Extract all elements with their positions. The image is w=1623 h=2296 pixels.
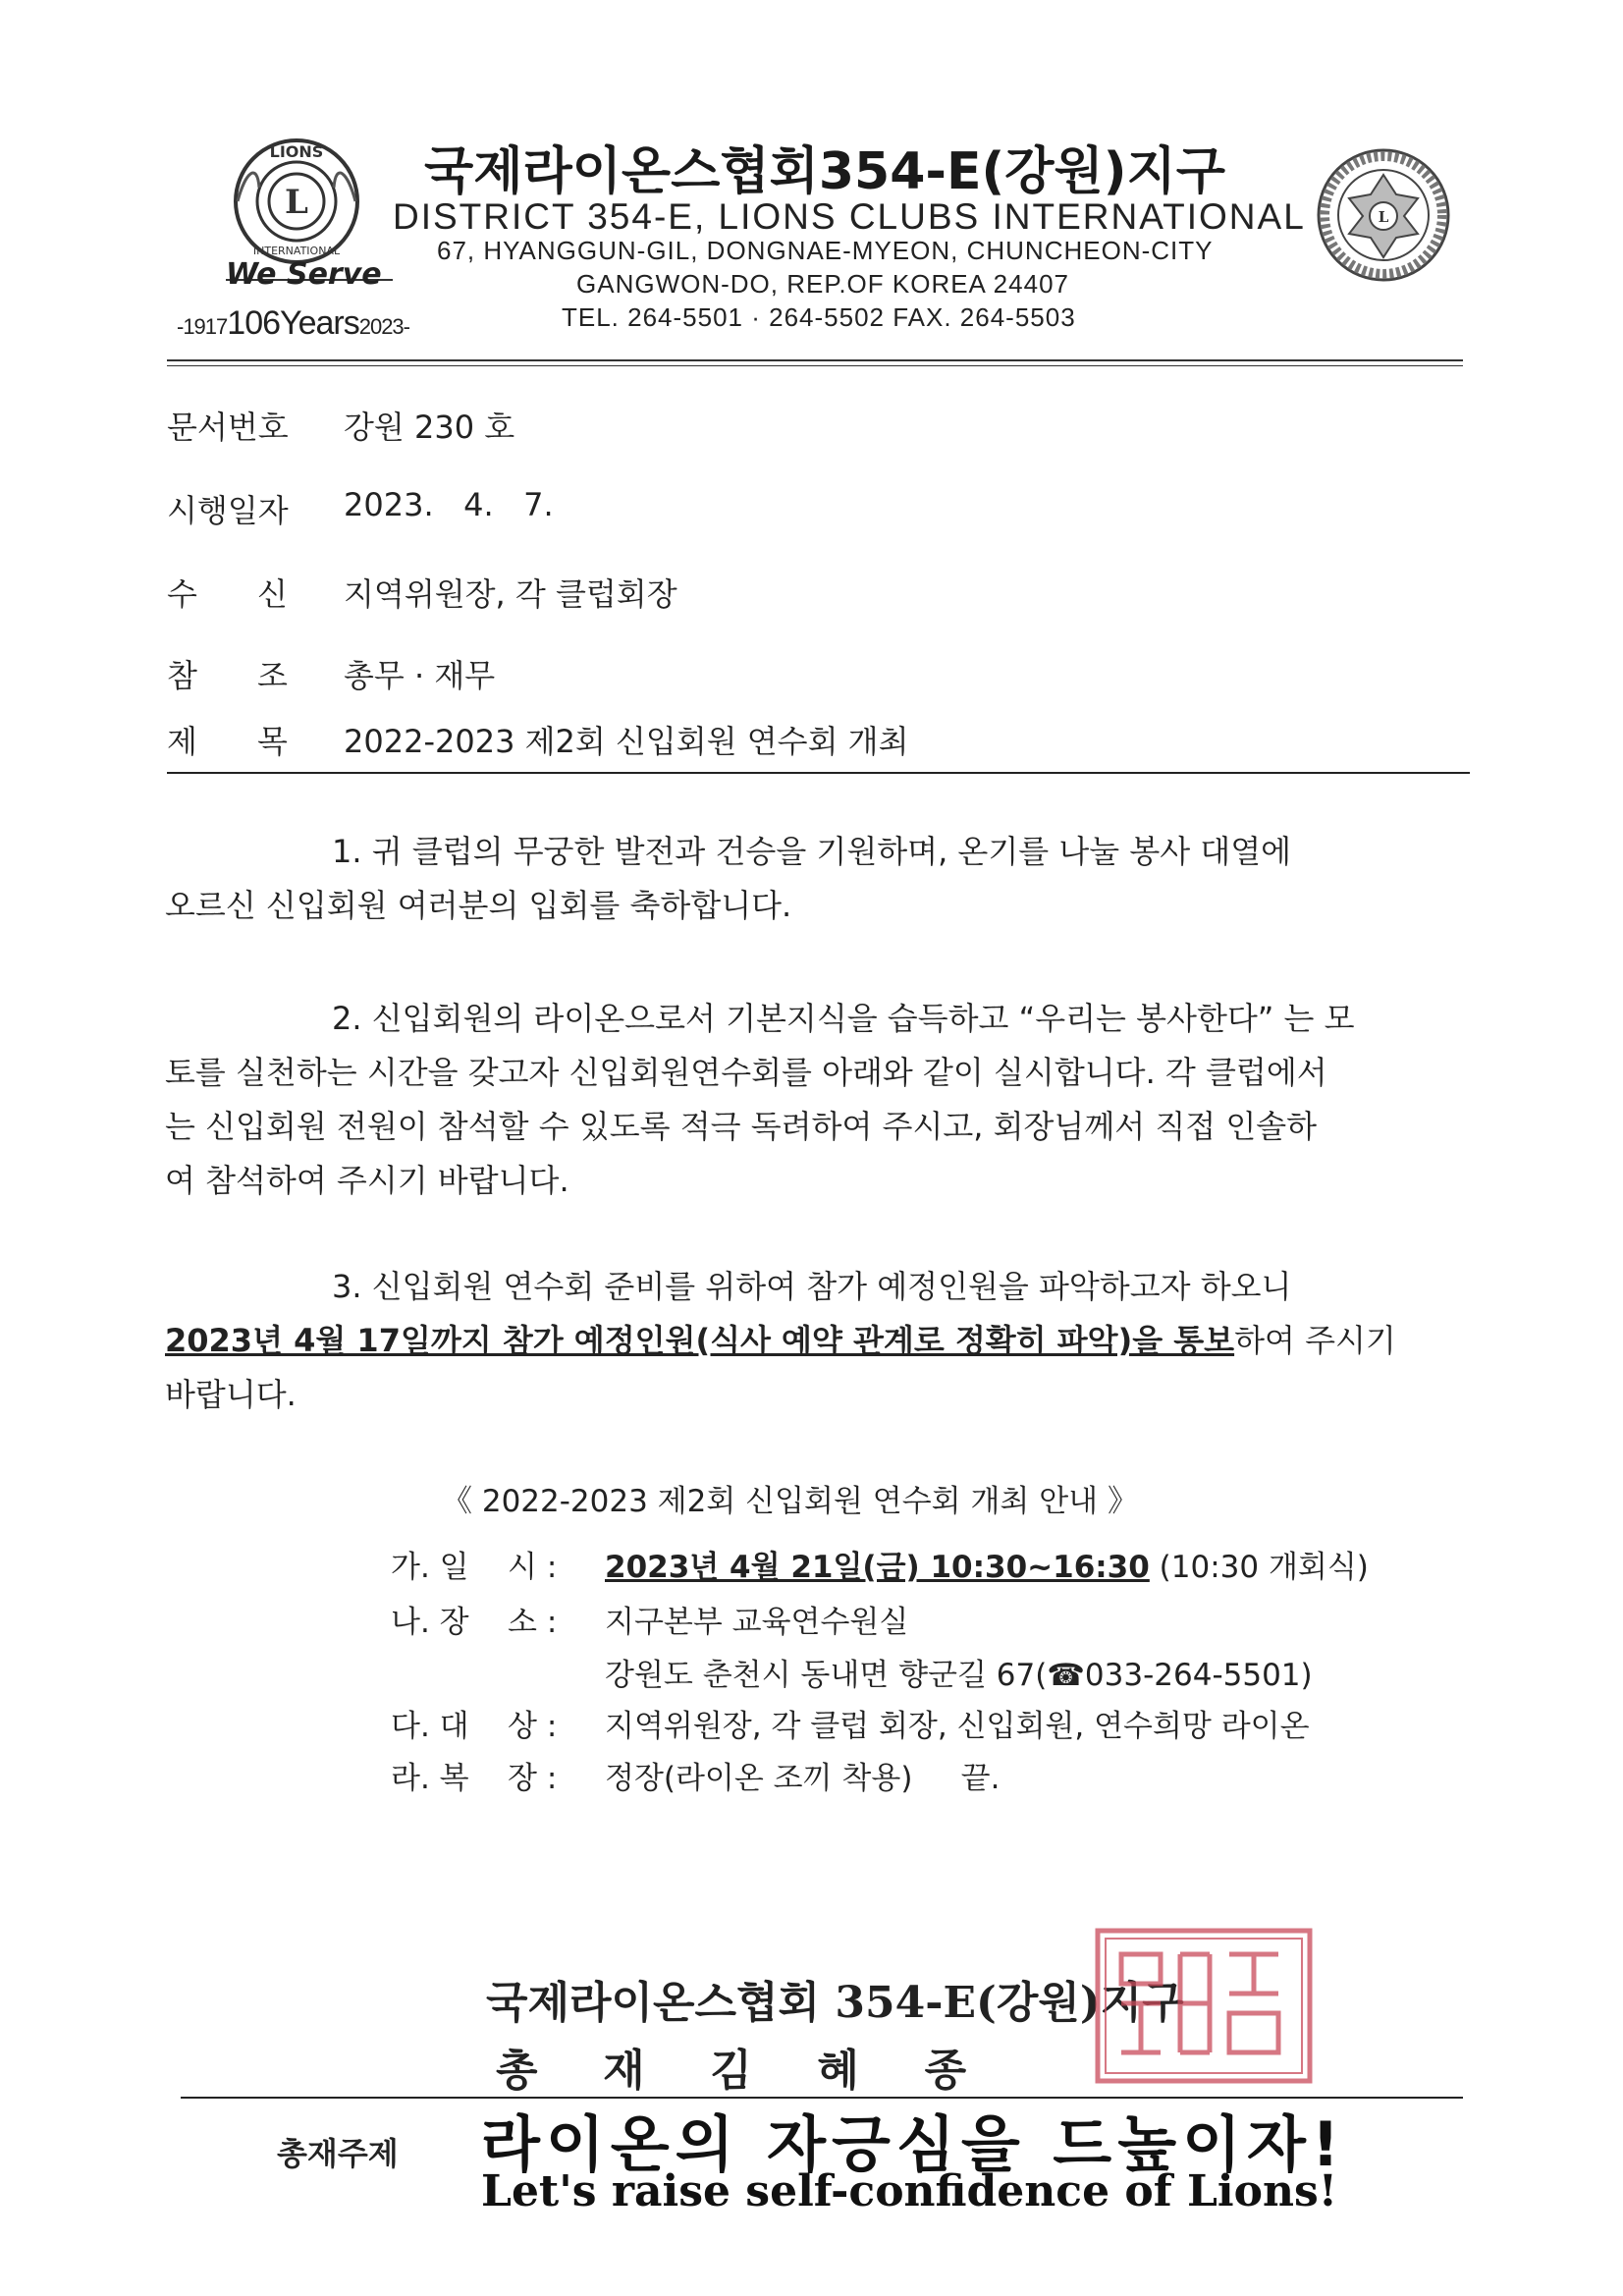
notice-date-extra: (10:30 개회식) [1149, 1550, 1369, 1585]
paragraph-1-line-2: 오르신 신입회원 여러분의 입회를 축하합니다. [165, 887, 792, 924]
deadline-notice: 2023년 4월 17일까지 참가 예정인원(식사 예약 관계로 정확히 파악)을 통보 [165, 1322, 1235, 1359]
header-divider-thin [167, 365, 1463, 366]
years-caption: -1917106Years2023- [177, 304, 409, 342]
recipient-label: 수 신 [167, 575, 288, 613]
lions-international-logo-icon [228, 133, 365, 270]
issue-date: 2023. 4. 7. [344, 486, 554, 523]
date-label: 시행일자 [167, 492, 289, 529]
notice-row-place [391, 1597, 1471, 1640]
paragraph-3 [165, 1260, 1481, 1422]
address-line-2: GANGWON-DO, REP.OF KOREA 24407 [576, 269, 1069, 299]
notice-dress-label: 라. 복 장 : [391, 1761, 558, 1796]
signature-name: 총 재 김 혜 종 [496, 2046, 979, 2096]
theme-english: Let's raise self-confidence of Lions! [481, 2166, 1338, 2216]
notice-place-label: 나. 장 소 : [391, 1605, 558, 1640]
paragraph-2-line-3: 는 신입회원 전원이 참석할 수 있도록 적극 독려하여 주시고, 회장님께서 직접 인솔하 [165, 1108, 1318, 1145]
address-line-1: 67, HYANGGUN-GIL, DONGNAE-MYEON, CHUNCHEON-CITY [437, 236, 1214, 265]
svg-text:INTERNATIONAL: INTERNATIONAL [252, 245, 341, 257]
paragraph-1-line-1: 1. 귀 클럽의 무궁한 발전과 건승을 기원하며, 온기를 나눌 봉사 대열에 [332, 833, 1292, 870]
notice-row-dress [391, 1753, 1471, 1796]
notice-date: 2023년 4월 21일(금) 10:30~16:30 [605, 1550, 1150, 1585]
subject-label: 제 목 [167, 723, 288, 760]
official-seal-stamp-icon [1092, 1925, 1316, 2087]
contact-line: TEL. 264-5501 · 264-5502 FAX. 264-5503 [562, 302, 1076, 332]
motto: We Serve [226, 257, 382, 292]
svg-text:L: L [285, 183, 308, 222]
notice-row-target [391, 1701, 1471, 1744]
doc-number: 강원 230 호 [344, 409, 515, 446]
notice-place: 지구본부 교육연수원실 [605, 1605, 909, 1640]
notice-dress: 정장(라이온 조끼 착용) 끝. [605, 1761, 1001, 1796]
signature-organization: 국제라이온스협회 354-E(강원)지구 [486, 1978, 1184, 2028]
reference-label: 참 조 [167, 657, 288, 694]
paragraph-2 [165, 992, 1481, 1208]
paragraph-3-line-1: 3. 신입회원 연수회 준비를 위하여 참가 예정인원을 파악하고자 하오니 [332, 1268, 1292, 1305]
paragraph-2-line-2: 토를 실천하는 시간을 갖고자 신입회원연수회를 아래와 같이 실시합니다. 각 클럽에서 [165, 1054, 1327, 1091]
paragraph-3-line-2-rest: 하여 주시기 [1234, 1322, 1396, 1359]
notice-target: 지역위원장, 각 클럽 회장, 신입회원, 연수희망 라이온 [605, 1709, 1310, 1744]
org-name-korean: 국제라이온스협회354-E(강원)지구 [424, 142, 1225, 201]
paragraph-1 [165, 825, 1481, 933]
doc-number-label: 문서번호 [167, 409, 289, 446]
recipient: 지역위원장, 각 클럽회장 [344, 575, 677, 613]
notice-row-address [391, 1650, 1471, 1693]
notice-row-date [391, 1542, 1471, 1585]
district-seal-icon [1314, 145, 1453, 285]
notice-date-label: 가. 일 시 : [391, 1550, 558, 1585]
subject: 2022-2023 제2회 신입회원 연수회 개최 [344, 723, 909, 760]
notice-title: 《 2022-2023 제2회 신입회원 연수회 개최 안내 》 [442, 1484, 1138, 1519]
svg-text:LIONS: LIONS [269, 142, 324, 161]
paragraph-2-line-4: 여 참석하여 주시기 바랍니다. [165, 1162, 569, 1199]
theme-korean: 라이온의 자긍심을 드높이자! [481, 2108, 1346, 2180]
meta-divider [167, 772, 1470, 774]
org-name-english: DISTRICT 354-E, LIONS CLUBS INTERNATIONAL [393, 196, 1306, 237]
reference: 총무 · 재무 [344, 657, 496, 694]
header-divider [167, 359, 1463, 361]
paragraph-3-line-3: 바랍니다. [165, 1376, 297, 1413]
paragraph-2-line-1: 2. 신입회원의 라이온으로서 기본지식을 습득하고 “우리는 봉사한다” 는 모 [332, 1000, 1355, 1037]
notice-target-label: 다. 대 상 : [391, 1709, 558, 1744]
theme-label: 총재주제 [277, 2135, 399, 2172]
svg-text:L: L [1378, 208, 1389, 226]
notice-place-address: 강원도 춘천시 동내면 향군길 67(☎033-264-5501) [605, 1658, 1313, 1693]
